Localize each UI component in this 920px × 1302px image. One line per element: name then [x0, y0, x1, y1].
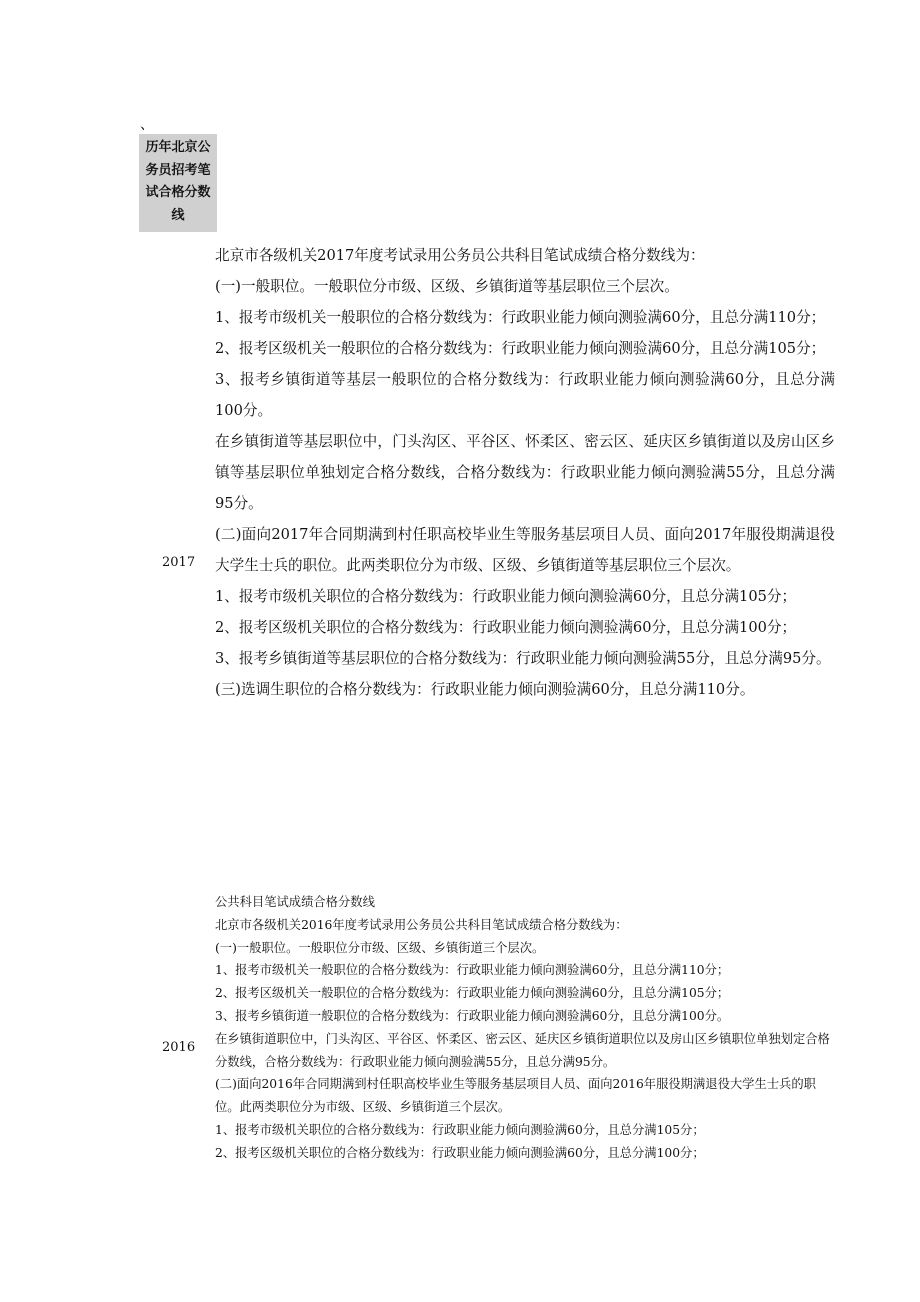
paragraph: 北京市各级机关2016年度考试录用公务员公共科目笔试成绩合格分数线为： — [215, 917, 628, 932]
year-label-2017: 2017 — [162, 555, 196, 570]
paragraph: 1、报考市级机关职位的合格分数线为：行政职业能力倾向测验满60分，且总分满105分； — [215, 1122, 705, 1137]
paragraph: 2、报考区级机关职位的合格分数线为：行政职业能力倾向测验满60分，且总分满100分； — [215, 619, 797, 636]
paragraph: 1、报考市级机关一般职位的合格分数线为：行政职业能力倾向测验满60分，且总分满110分； — [215, 963, 730, 978]
paragraph: 1、报考市级机关一般职位的合格分数线为：行政职业能力倾向测验满60分，且总分满110分； — [215, 309, 826, 326]
paragraph: 3、报考乡镇街道等基层一般职位的合格分数线为：行政职业能力倾向测验满60分，且总分满100分。 — [215, 371, 835, 419]
table-header-cell: 历年北京公务员招考笔试合格分数线 — [139, 134, 217, 232]
section-2016 — [215, 891, 835, 1165]
paragraph: (二)面向2016年合同期满到村任职高校毕业生等服务基层项目人员、面向2016年服役期满退役大学生士兵的职位。此两类职位分为市级、区级、乡镇街道三个层次。 — [215, 1077, 816, 1115]
paragraph: 在乡镇街道职位中，门头沟区、平谷区、怀柔区、密云区、延庆区乡镇街道职位以及房山区乡镇职位单独划定合格分数线，合格分数线为：行政职业能力倾向测验满55分，且总分满95分。 — [215, 1031, 830, 1069]
paragraph: 2、报考区级机关一般职位的合格分数线为：行政职业能力倾向测验满60分，且总分满105分； — [215, 340, 826, 357]
paragraph: (一)一般职位。一般职位分市级、区级、乡镇街道等基层职位三个层次。 — [215, 278, 679, 295]
paragraph: (二)面向2017年合同期满到村任职高校毕业生等服务基层项目人员、面向2017年服役期满退役大学生士兵的职位。此两类职位分为市级、区级、乡镇街道等基层职位三个层次。 — [215, 526, 835, 574]
paragraph: 3、报考乡镇街道等基层职位的合格分数线为：行政职业能力倾向测验满55分，且总分满95分。 — [215, 650, 831, 667]
paragraph: 3、报考乡镇街道一般职位的合格分数线为：行政职业能力倾向测验满60分，且总分满100分。 — [215, 1008, 730, 1023]
paragraph: 公共科目笔试成绩合格分数线 — [215, 895, 375, 909]
stray-mark: 、 — [140, 117, 154, 133]
paragraph: 2、报考区级机关一般职位的合格分数线为：行政职业能力倾向测验满60分，且总分满105分； — [215, 986, 730, 1001]
paragraph: 1、报考市级机关职位的合格分数线为：行政职业能力倾向测验满60分，且总分满105分； — [215, 588, 797, 605]
paragraph: 在乡镇街道等基层职位中，门头沟区、平谷区、怀柔区、密云区、延庆区乡镇街道以及房山区乡镇等基层职位单独划定合格分数线，合格分数线为：行政职业能力倾向测验满55分，且总分满95分。 — [215, 433, 835, 512]
section-2017 — [215, 240, 835, 705]
paragraph: 北京市各级机关2017年度考试录用公务员公共科目笔试成绩合格分数线为： — [215, 247, 705, 264]
paragraph: (一)一般职位。一般职位分市级、区级、乡镇街道三个层次。 — [215, 940, 545, 955]
paragraph: 2、报考区级机关职位的合格分数线为：行政职业能力倾向测验满60分，且总分满100分； — [215, 1145, 705, 1160]
paragraph: (三)选调生职位的合格分数线为：行政职业能力倾向测验满60分，且总分满110分。 — [215, 681, 755, 698]
year-label-2016: 2016 — [162, 1040, 196, 1055]
